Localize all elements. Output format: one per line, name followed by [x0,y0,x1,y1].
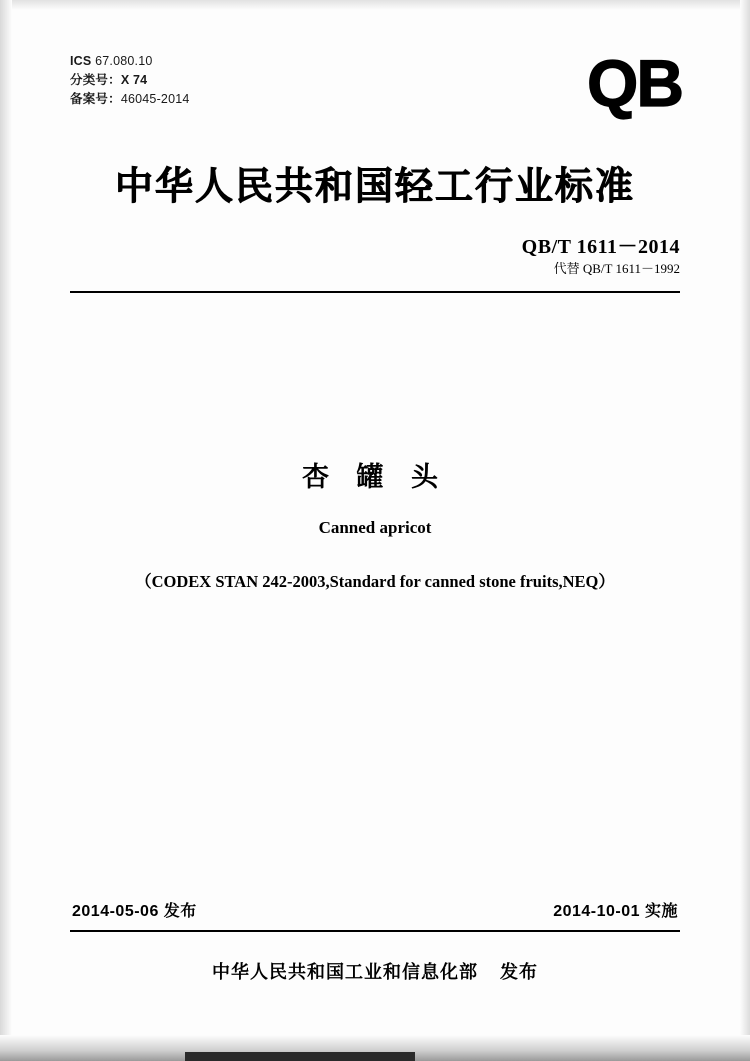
issuer-action: 发布 [500,962,538,982]
page-bottom-black-bar [185,1052,415,1061]
ics-value: 67.080.10 [95,54,153,68]
record-line [70,90,190,109]
subject-reference-note: （CODEX STAN 242-2003,Standard for canned stone fruits,NEQ） [135,572,615,591]
record-value: 46045-2014 [120,92,190,106]
classification-line [70,71,190,90]
standard-number: QB/T 1611－2014 [521,236,680,258]
ics-label: ICS [70,54,92,68]
standard-banner-title: 中华人民共和国轻工行业标准 [114,166,635,208]
issuer-organization: 中华人民共和国工业和信息化部 [212,962,478,982]
header-divider [70,291,680,293]
subject-title-chinese: 杏 罐 头 [301,462,448,492]
subject-title-english: Canned apricot [318,518,432,537]
ics-line [70,52,190,71]
classification-value: X 74 [120,73,148,87]
issue-date: 2014-05-06 发布 [72,903,197,920]
footer-divider [70,930,680,932]
ics-metadata-block [70,52,190,109]
classification-label: 分类号： [70,73,121,87]
effective-date: 2014-10-01 实施 [553,903,678,920]
standard-replaces: 代替 QB/T 1611－1992 [553,261,680,276]
qb-logo: QB [587,46,682,120]
record-label: 备案号： [70,92,121,106]
issuer-line [0,958,750,984]
page-top-edge [0,0,750,10]
